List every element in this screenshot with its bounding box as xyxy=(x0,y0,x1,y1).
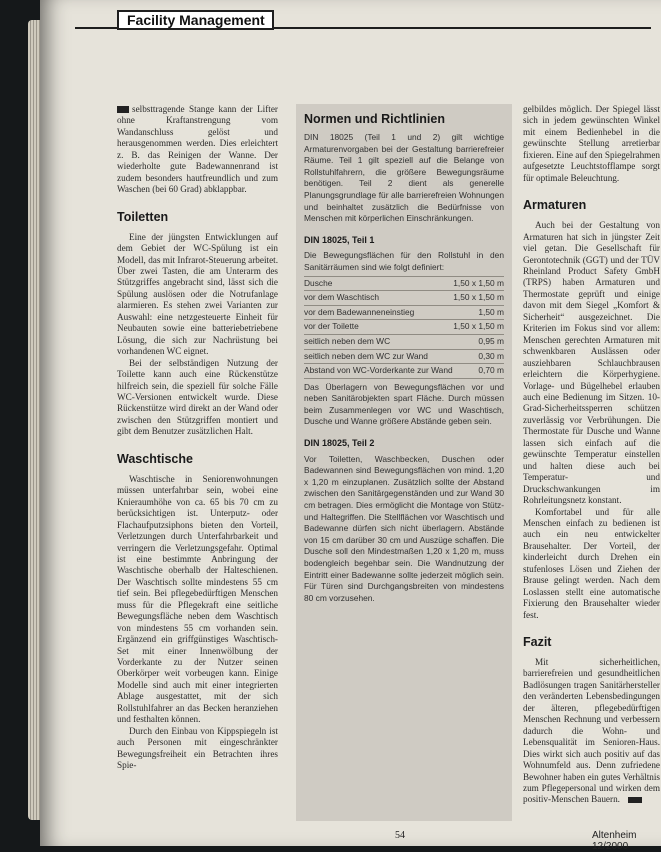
row-label: seitlich neben dem WC zur Wand xyxy=(304,350,428,361)
heading-fazit: Fazit xyxy=(523,635,552,650)
mirror-paragraph: gelbildes möglich. Der Spiegel lässt sich in jedem gewünschten Winkel mit einem Bedienhebel in die gewünschte Stellung arretierbar fixieren. Eine auf den Spiegelrahmen aufgesetzte Leuchtstofflampe sorgt für optimale Beleuchtung. xyxy=(523,104,660,183)
sidebar-subheading-1: DIN 18025, Teil 1 xyxy=(304,234,375,245)
page-number: 54 xyxy=(395,830,405,841)
heading-toiletten: Toiletten xyxy=(117,209,169,224)
toiletten-paragraph-2: Bei der selbständigen Nutzung der Toilette kann auch eine Rückenstütze hilfreich sein, die speziell für solche Fälle WC-Versionen entwickelt wurde. Diese Rückenstütze wird direkt an der Wand oder zwischen den Stützgriffen montiert und gibt dem Benutzer zusätzlichen Halt. xyxy=(117,357,278,437)
sidebar-sub2-text: Vor Toiletten, Waschbecken, Duschen oder Badewannen sind Bewegungsflächen von mind. 1,20 x 1,20 m einzuplanen. Zusätzlich sollte der Abstand zwischen den Sanitärgegenständen und zur Wand 30 cm betragen. Dies ermöglicht die Montage von Stütz- und Haltegriffen. Die Stellflächen vor Waschtisch und Badewanne dürfen sich nicht überlagern. Abstände von 15 cm darüber 30 cm und Auszüge schaffen. Die Dusche soll den Mindestmaßen 1,20 x 1,20 m, muss bodengleich begehbar sein. Die Wandnutzung der Eintritt einer Badewanne sollte jederzeit möglich sein. Für Türen sind Durchgangsbreiten von mindestens 80 cm vorzusehen. xyxy=(304,453,504,603)
toiletten-paragraph-1: Eine der jüngsten Entwicklungen auf dem Gebiet der WC-Spülung ist ein Modell, das mit Infrarot-Steuerung arbeitet. Über zwei Tasten, die am Unterarm des Stützgriffes angebracht sind, lässt sich die Spülung auslösen oder die Notrufanlage alarmieren. Es stehen zwei Varianten zur Auswahl: eine netzgesteuerte Einheit für Neubauten sowie eine batteriebetriebene Lösung, die sich zur Nachrüstung bei vorhandenen WC eignet. xyxy=(117,231,278,357)
armaturen-paragraph-2: Komfortabel und für alle Menschen einfach zu bedienen ist auch ein neu entwickelter Brausehalter. Der Vorteil, der kinderleicht durch Drehen ein stufenloses Lösen und Ziehen der Brause gelingt werden. Nach dem Loslassen stellt eine automatische Fixierung den Brausehalter wieder fest. xyxy=(523,506,660,620)
table-row xyxy=(304,276,504,291)
waschtische-paragraph-2: Durch den Einbau von Kippspiegeln ist auch Personen mit eingeschränkter Bewegungsfreiheit ein Betrachten ihres Spie- xyxy=(117,725,278,771)
section-header: Facility Management xyxy=(117,10,274,30)
sidebar-intro: DIN 18025 (Teil 1 und 2) gilt wichtige Armaturenvorgaben bei der Gestaltung barrierefreier Räume. Teil 1 gilt speziell auf die Belange von Rollstuhlfahrern, die größere Bewegungsräume benötigen. Teil 2 dient als generelle Planungsgrundlage für alle barrierefreien Wohnungen und beinhaltet zusätzlich die Bedürfnisse von Menschen mit körperlichen Einschränkungen. xyxy=(304,132,504,224)
waschtische-paragraph-1: Waschtische in Seniorenwohnungen müssen unterfahrbar sein, wobei eine Knieraumhöhe von ca. 65 bis 70 cm zu berücksichtigen ist. Unterputz- oder Flachaufputzsiphons bieten den Vorteil, Verletzungen durch Unterfahrbarkeit und verringern die Verletzungsgefahr. Optimal ist eine bestimmte Anbringung der Waschtische oberhalb der Halteschienen. Der Waschtisch sollte mindestens 55 cm tief sein. Bei pflegebedürftigen Menschen muss für die Pflegekraft eine seitliche Bewegungsfläche neben dem Waschtisch von mindestens 55 cm vorhanden sein. Ergänzend ein griffgünstiges Waschtisch-Set mit einer Innenwölbung der Vorderkante zu der Nutzer seinen Oberkörper weit vorbeugen kann. Einige Modelle sind auch mit einer integrierten Ablage ausgestattet, mit der sich Rollstuhlfahrer an das Becken heranziehen und festhalten können. xyxy=(117,473,278,725)
row-label: vor der Toilette xyxy=(304,321,359,332)
intro-paragraph: selbsttragende Stange kann der Lifter ohne Kraftanstrengung vom Wandanschluss gelöst und herausgenommen werden. Dies erleichtert z. B. das Reinigen der Wanne. Der wiederholte gute Badewannenrand ist zudem besonders hautfreundlich und zum Waschen (bei 60 Grad) abklappbar. xyxy=(117,104,278,195)
norms-sidebar xyxy=(296,104,512,821)
start-marker-icon xyxy=(117,106,129,113)
sidebar-subheading-2: DIN 18025, Teil 2 xyxy=(304,438,375,449)
row-value: 1,50 m xyxy=(478,306,504,317)
armaturen-paragraph-1: Auch bei der Gestaltung von Armaturen hat sich in jüngster Zeit viel getan. Die Gesellschaft für Gerontotechnik (GGT) und der TÜV Rheinland Product Safety GmbH (TRPS) haben Armaturen und Thermostate geprüft und einige davon mit dem Siegel „Komfort & Sicherheit“ ausgezeichnet. Die Kriterien im Fokus sind vor allem: Menschen gerechten Armaturen mit schwenkbaren Auslässen oder ausziehbaren Schlauchbrausen erleichtern die Körperhygiene. Vorlage- und Bügelhebel erlauben auch eine Bedienung im Sitzen. 10-Grad-Sicherheitssperren schützen zuverlässig vor Verbrühungen. Die Thermostate für Dusche und Wanne lassen sich einfach auf die gewünschte Temperatur einstellen und halten diese auch bei Temperatur- und Druckschwankungen im Rohrleitungsnetz konstant. xyxy=(523,220,660,506)
row-value: 0,70 m xyxy=(478,365,504,376)
row-label: vor dem Waschtisch xyxy=(304,292,380,303)
sidebar-sub1-text: Die Bewegungsflächen für den Rollstuhl in den Sanitärräumen sind wie folgt definiert: xyxy=(304,250,504,272)
row-label: Dusche xyxy=(304,277,333,288)
dimension-table xyxy=(304,276,504,379)
heading-armaturen: Armaturen xyxy=(523,198,587,213)
row-label: seitlich neben dem WC xyxy=(304,335,391,346)
row-label: Abstand von WC-Vorderkante zur Wand xyxy=(304,365,453,376)
column-right xyxy=(523,104,660,806)
row-label: vor dem Badewanneneinstieg xyxy=(304,306,415,317)
table-row xyxy=(304,349,504,364)
fazit-paragraph: Mit sicherheitlichen, barrierefreien und gesundheitlichen Badlösungen tragen Sanitärhersteller den veränderten Lebensbedingungen der älteren, pflegebedürftigen Menschen Rechnung und verbessern dadurch die Wohn- und Lebensqualität im Senioren-Haus. Dies wirkt sich auch positiv auf das Wohnumfeld aus. Denn zufriedene Bewohner haben ein gutes Verhältnis zum Pflegepersonal und wirken dem positiv-Menschen Bauern. xyxy=(523,657,660,805)
table-row xyxy=(304,334,504,349)
row-value: 1,50 x 1,50 m xyxy=(453,292,504,303)
column-left xyxy=(117,104,278,772)
end-marker-icon xyxy=(628,797,642,803)
sidebar-title: Normen und Richtlinien xyxy=(304,112,445,126)
row-value: 0,30 m xyxy=(478,350,504,361)
table-row xyxy=(304,319,504,334)
row-value: 1,50 x 1,50 m xyxy=(453,321,504,332)
row-value: 0,95 m xyxy=(478,335,504,346)
table-row xyxy=(304,290,504,305)
sidebar-after-table: Das Überlagern von Bewegungsflächen vor und neben Sanitärobjekten spart Fläche. Durch müssen beim Zusammenlegen vor WC und Waschtisch, Dusche und Wanne größere Abstände geben sein. xyxy=(304,381,504,427)
table-row xyxy=(304,305,504,320)
row-value: 1,50 x 1,50 m xyxy=(453,277,504,288)
heading-waschtische: Waschtische xyxy=(117,451,193,466)
magazine-issue: Altenheim 12/2000 xyxy=(592,830,637,852)
table-row xyxy=(304,363,504,379)
